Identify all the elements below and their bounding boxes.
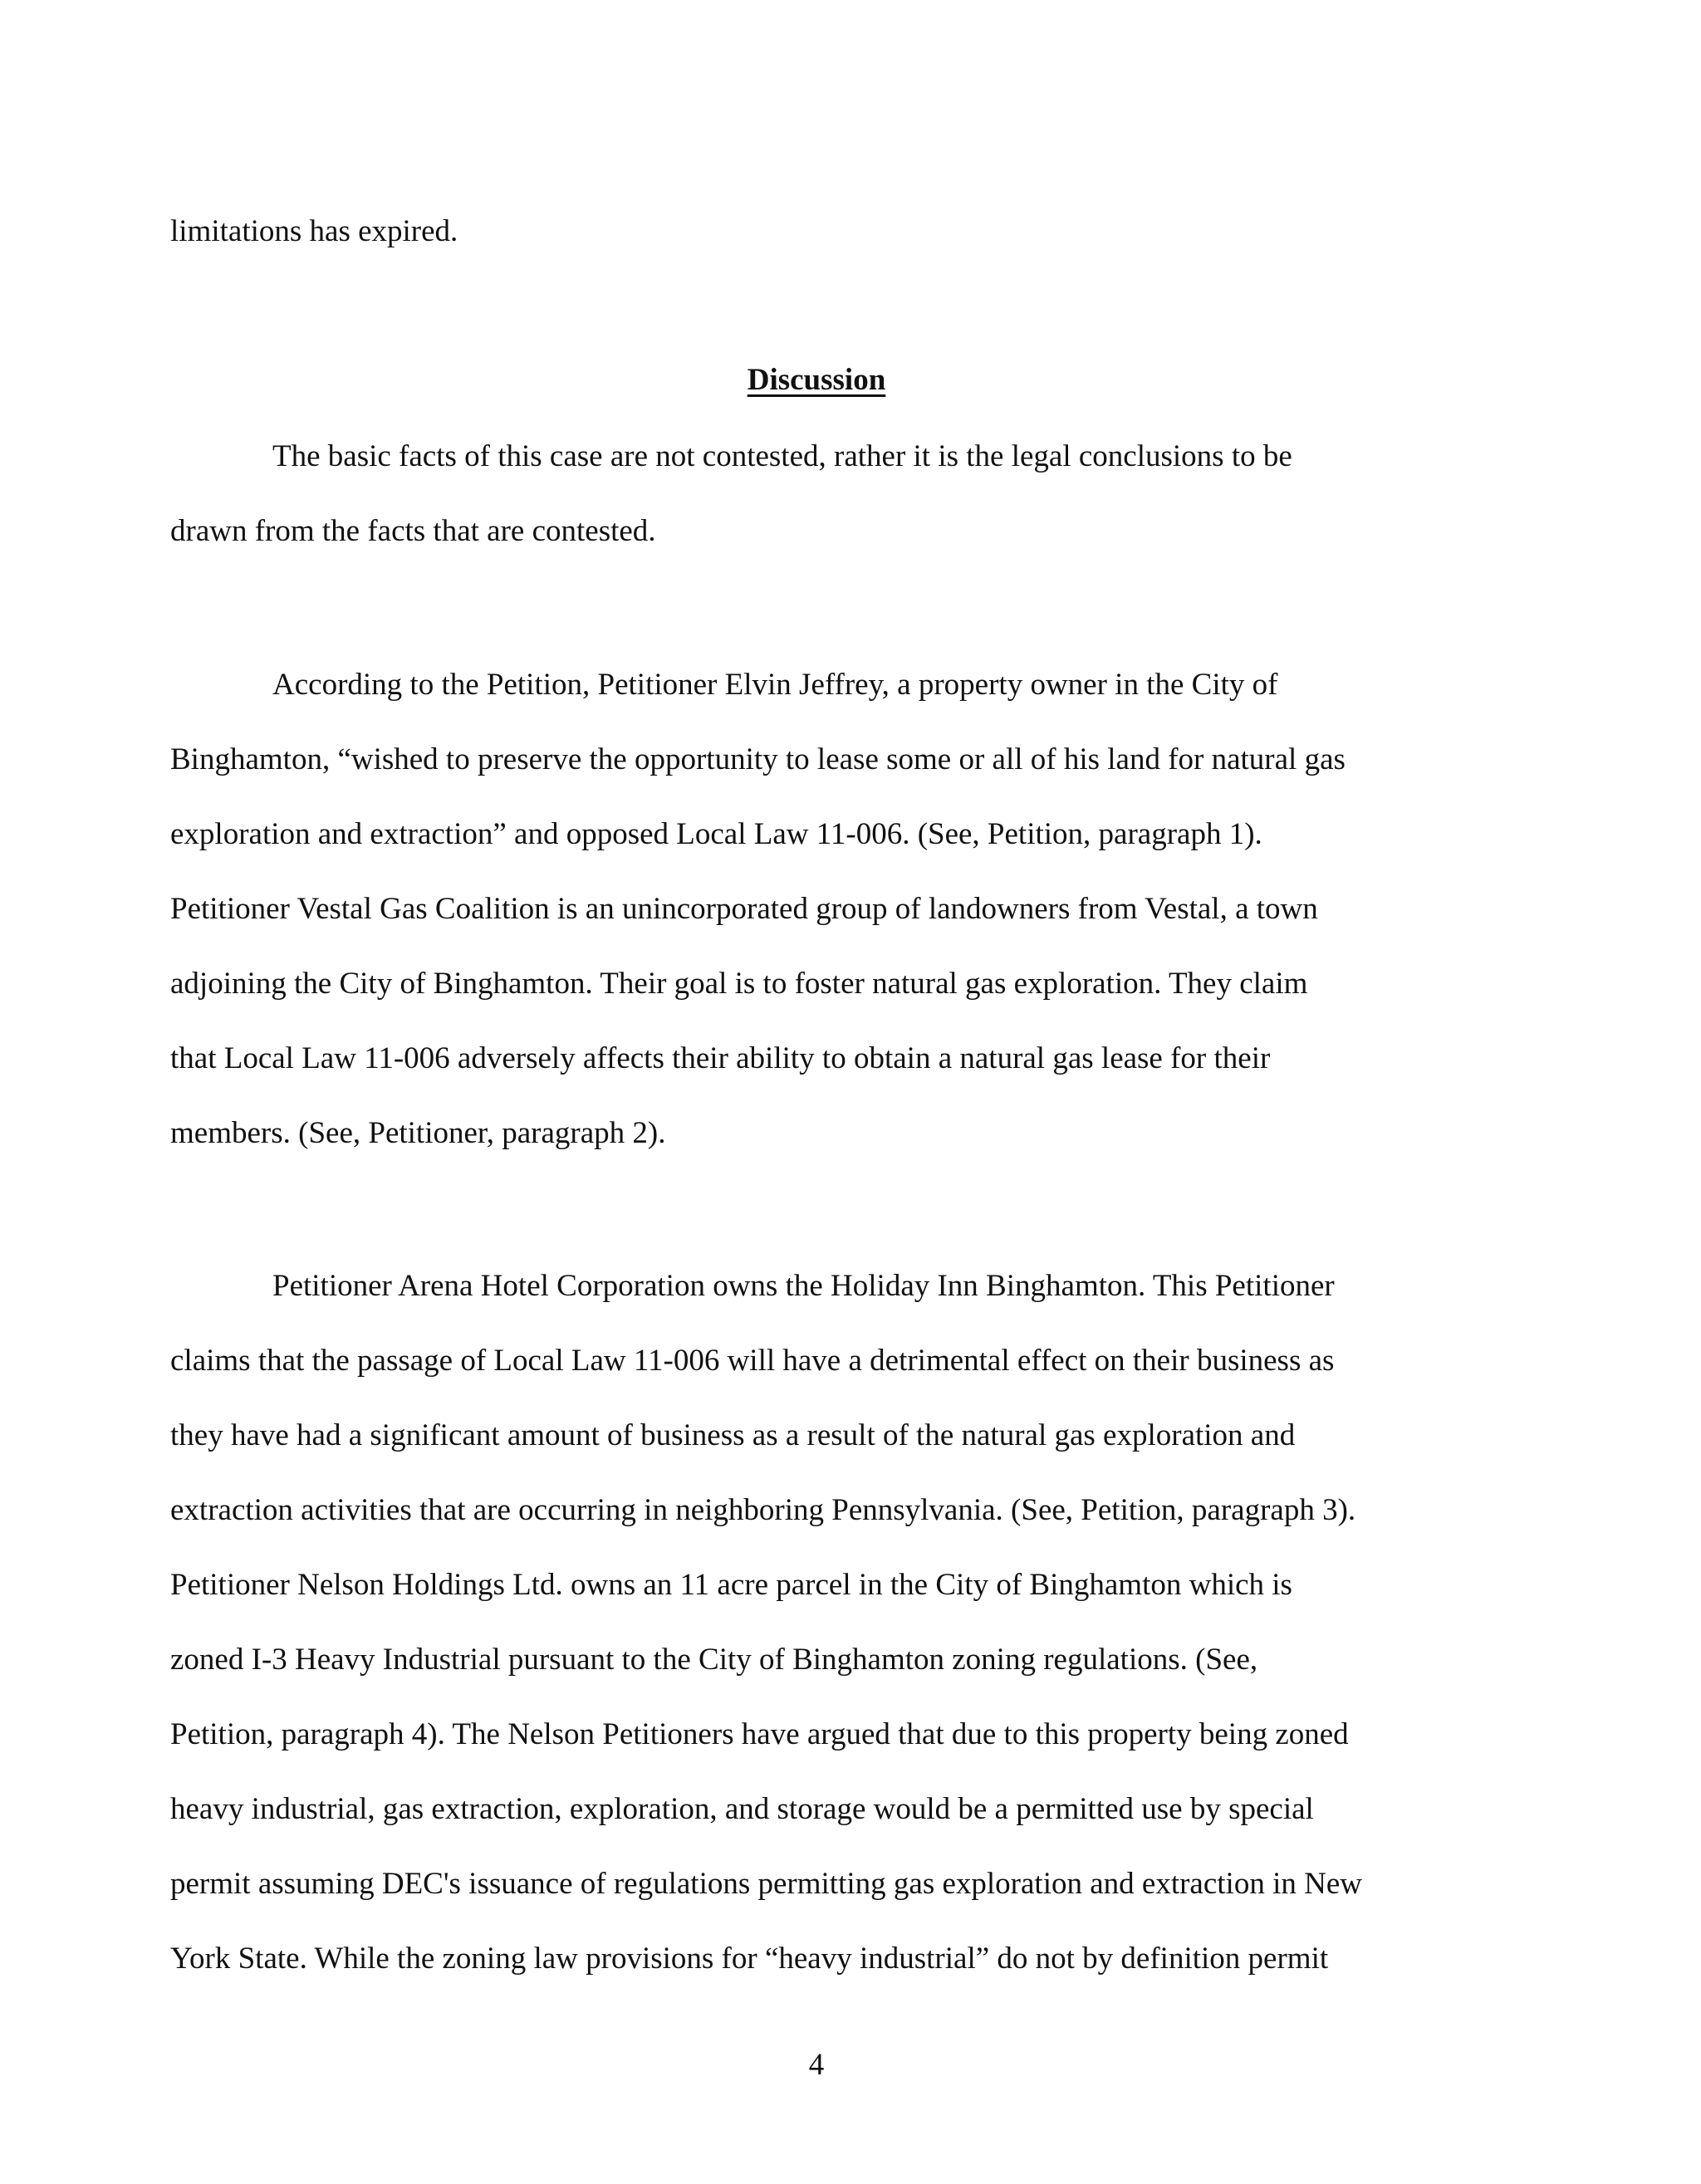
text-line: adjoining the City of Binghamton. Their goal is to foster natural gas exploration. They claim <box>170 967 1308 1001</box>
text-line: Petitioner Nelson Holdings Ltd. owns an 11 acre parcel in the City of Binghamton which is <box>170 1568 1292 1602</box>
text-line: Petitioner Vestal Gas Coalition is an unincorporated group of landowners from Vestal, a town <box>170 892 1318 926</box>
text-line: The basic facts of this case are not contested, rather it is the legal conclusions to be <box>272 439 1292 473</box>
text-line: they have had a significant amount of business as a result of the natural gas exploration and <box>170 1418 1296 1452</box>
text-line: Binghamton, “wished to preserve the opportunity to lease some or all of his land for natural gas <box>170 742 1346 776</box>
text-line: Petitioner Arena Hotel Corporation owns the Holiday Inn Binghamton. This Petitioner <box>272 1269 1335 1303</box>
text-line: zoned I-3 Heavy Industrial pursuant to the City of Binghamton zoning regulations. (See, <box>170 1643 1258 1677</box>
text-line: that Local Law 11-006 adversely affects their ability to obtain a natural gas lease for their <box>170 1041 1271 1075</box>
text-line: claims that the passage of Local Law 11-006 will have a detrimental effect on their business as <box>170 1344 1335 1378</box>
section-heading: Discussion <box>747 363 886 397</box>
text-line: heavy industrial, gas extraction, exploration, and storage would be a permitted use by special <box>170 1792 1314 1826</box>
text-line: permit assuming DEC's issuance of regulations permitting gas exploration and extraction in New <box>170 1867 1362 1901</box>
text-line: According to the Petition, Petitioner Elvin Jeffrey, a property owner in the City of <box>272 668 1278 702</box>
page-number: 4 <box>808 2048 825 2082</box>
text-line: members. (See, Petitioner, paragraph 2). <box>170 1116 666 1150</box>
text-line: Petition, paragraph 4). The Nelson Petitioners have argued that due to this property being zoned <box>170 1717 1349 1751</box>
text-line: York State. While the zoning law provisions for “heavy industrial” do not by definition permit <box>170 1942 1329 1976</box>
text-line: exploration and extraction” and opposed Local Law 11-006. (See, Petition, paragraph 1). <box>170 817 1262 851</box>
text-line: extraction activities that are occurring in neighboring Pennsylvania. (See, Petition, paragraph 3). <box>170 1493 1356 1527</box>
text-line: drawn from the facts that are contested. <box>170 514 656 548</box>
text-line: limitations has expired. <box>170 214 458 248</box>
